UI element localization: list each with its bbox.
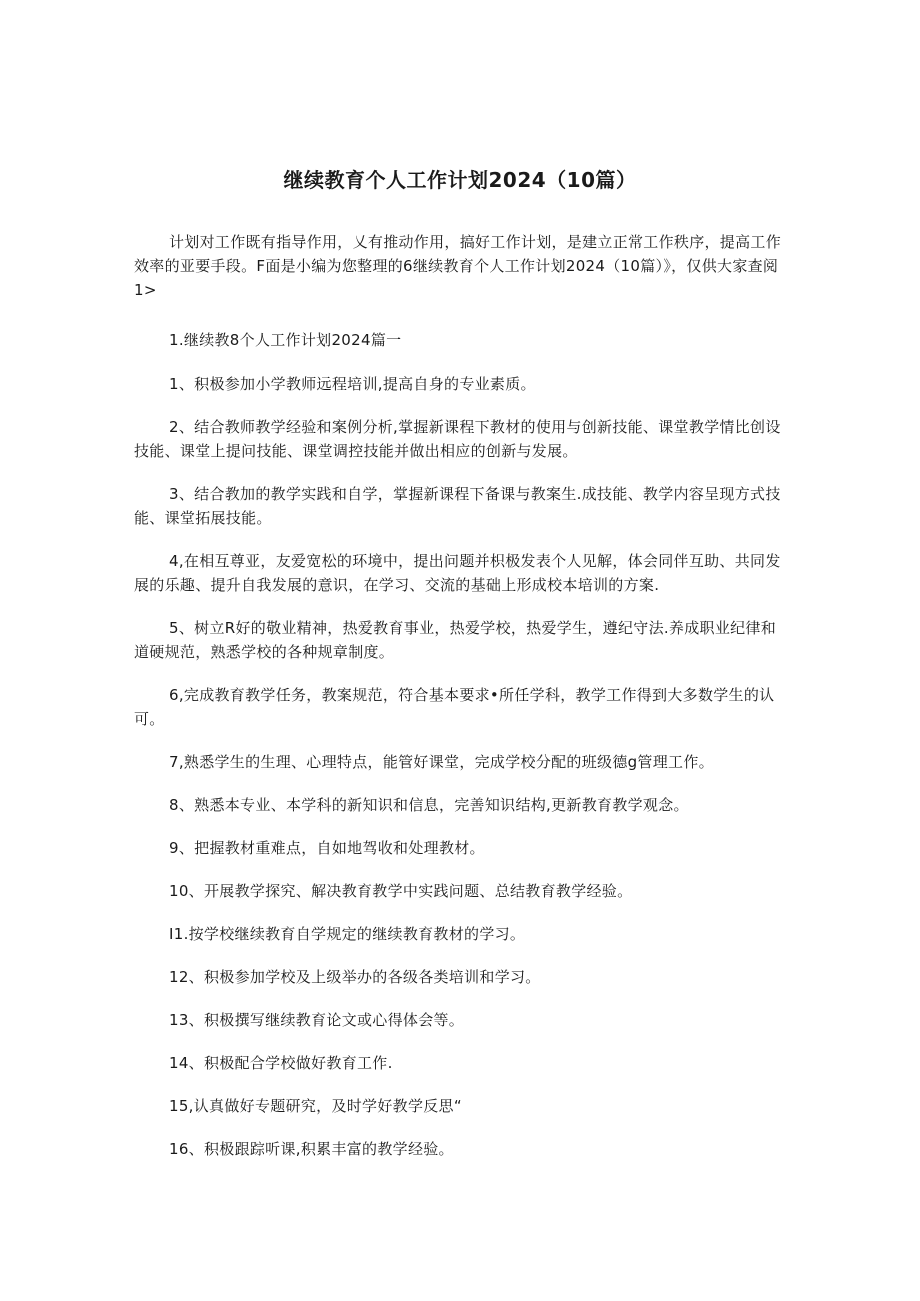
plan-item: 1、积极参加小学教师远程培训,提高自身的专业素质。: [169, 375, 536, 393]
plan-item: 9、把握教材重难点，自如地驾收和处理教材。: [169, 839, 485, 857]
document-body: [134, 230, 788, 1180]
plan-item: 14、积极配合学校做好教育工作.: [169, 1054, 393, 1072]
plan-item: 7,熟悉学生的生理、心理特点，能管好课堂，完成学校分配的班级德g管理工作。: [169, 753, 714, 771]
plan-item: 4,在相互尊亚，友爱宽松的环境中，提出问题并枳极发表个人见解，体会同伴互助、共同发展的乐趣、提升自我发展的意识，在学习、交流的基础上形成校本培训的方案.: [134, 552, 781, 594]
plan-item: 8、熟悉本专业、本学科的新知识和信息，完善知识结构,更新教育教学观念。: [169, 796, 689, 814]
plan-item: 16、积极跟踪听课,积累丰富的教学经验。: [169, 1140, 454, 1158]
plan-item: 3、结合教加的教学实践和自学，掌握新课程下备课与教案生.成技能、教学内容呈现方式技能、课堂拓展技能。: [134, 485, 781, 527]
plan-item: 2、结合教师教学经验和案例分析,掌握新课程下教材的使用与创新技能、课堂教学情比创设技能、课堂上提问技能、课堂调控技能并做出相应的创新与发展。: [134, 418, 781, 460]
plan-item: 15,认真做好专题研究，及时学好教学反思“: [169, 1097, 462, 1115]
plan-item: I1.按学校继续教育自学规定的继续教育教材的学习。: [169, 925, 526, 943]
intro-paragraph: 计划对工作既有指导作用，乂有推动作用，搞好工作计划，是建立正常工作秩序，提高工作效率的亚要手段。F面是小编为您整理的6继续教育个人工作计划2024（10篇）》，仅供大家查阅1>: [134, 233, 782, 299]
plan-item: 13、积极撰写继续教育论文或心得体会等。: [169, 1011, 465, 1029]
document-title: 继续教育个人工作计划2024（10篇）: [283, 168, 637, 192]
plan-item: 10、开展教学探究、解决教育教学中实践问题、总结教育教学经验。: [169, 882, 633, 900]
plan-item: 12、积极参加学校及上级举办的各级各类培训和学习。: [169, 968, 541, 986]
plan-item: 6,完成教育教学任务，教案规范，符合基本要求•所任学科，教学工作得到大多数学生的认可。: [134, 686, 775, 728]
section-heading: 1.继续教8个人工作计划2024篇一: [169, 331, 402, 349]
plan-item: 5、树立R好的敬业精神，热爱教育事业，热爱学校，热爱学生，遵纪守法.养成职业纪律和道硬规范，熟悉学校的各种规章制度。: [134, 619, 777, 661]
